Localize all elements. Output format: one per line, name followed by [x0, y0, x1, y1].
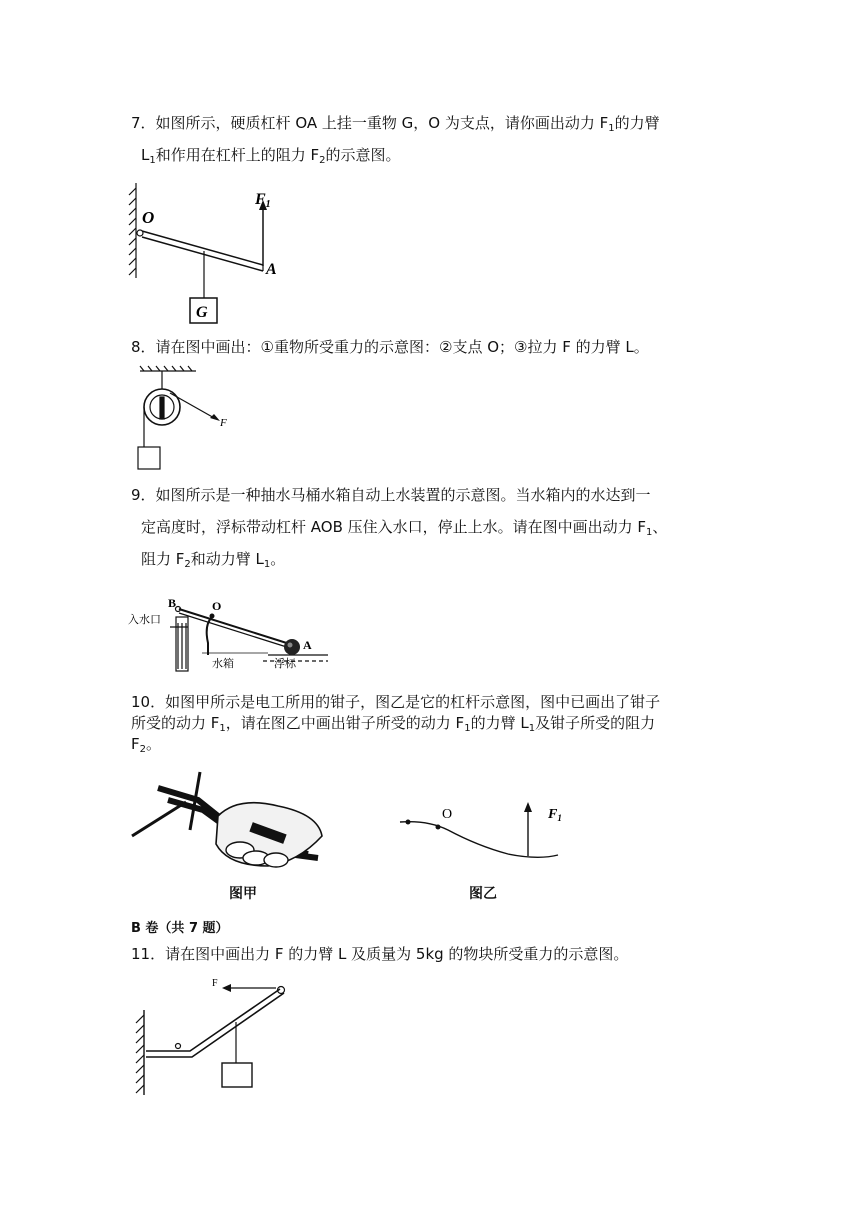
q10-line2: 所受的动力 $F_1$，请在图乙中画出钳子所受的动力 $F_1$的力臂 $L_1$及钳子所受的阻力 — [131, 714, 656, 734]
q9-label-tank: 水箱 — [212, 658, 234, 670]
q7-line2: $L_1$和作用在杠杆上的阻力 $F_2$的示意图。 — [141, 146, 401, 166]
q9-label-o: O — [212, 599, 222, 613]
q9-label-b: B — [168, 596, 177, 610]
q9-float-valve-figure — [128, 595, 338, 675]
q11-label-f: F — [212, 978, 218, 989]
question-11 — [131, 944, 731, 965]
q7-label-a: A — [266, 261, 277, 278]
q10-lever-diagram — [398, 796, 568, 866]
q7-label-g: G — [196, 304, 208, 321]
q10-label-o: O — [442, 807, 453, 822]
q10-line3: $F_2$。 — [131, 735, 162, 755]
q8-label-f: F — [220, 417, 227, 429]
q9-label-a: A — [303, 638, 312, 652]
question-8 — [131, 337, 731, 358]
q7-line1: 7．如图所示，硬质杠杆 OA 上挂一重物 G，O 为支点，请你画出动力 $F_1$的力臂 — [131, 114, 660, 134]
q11-bent-lever-figure — [128, 975, 298, 1100]
q10-line1: 10．如图甲所示是电工所用的钳子，图乙是它的杠杆示意图，图中已画出了钳子 — [131, 693, 661, 711]
q9-label-float: 浮标 — [274, 658, 296, 670]
question-10 — [131, 692, 731, 755]
q10-label-f1: $F_1$ — [548, 807, 562, 823]
q7-label-f1: F1 — [255, 191, 271, 210]
float-ball — [284, 639, 300, 655]
q10-pliers-photo — [128, 770, 328, 870]
q9-line3: 阻力 $F_2$和动力臂 $L_1$。 — [141, 550, 286, 570]
q8-pulley-figure — [128, 363, 238, 473]
q7-label-o: O — [142, 208, 155, 227]
q9-line1: 9．如图所示是一种抽水马桶水箱自动上水装置的示意图。当水箱内的水达到一 — [131, 486, 651, 504]
question-9 — [131, 485, 731, 570]
q8-text: 8．请在图中画出：①重物所受重力的示意图：②支点 O；③拉力 F 的力臂 L。 — [131, 338, 649, 356]
caption-figure-b: 图乙 — [469, 886, 497, 902]
q8-f-arrowhead — [210, 414, 220, 421]
q11-text: 11．请在图中画出力 F 的力臂 L 及质量为 5kg 的物块所受重力的示意图。 — [131, 945, 629, 963]
q9-label-inlet: 入水口 — [128, 614, 161, 626]
q10-f1-arrowhead — [524, 802, 532, 812]
q7-lever-figure — [126, 178, 286, 328]
q9-line2: 定高度时，浮标带动杠杆 AOB 压住入水口，停止上水。请在图中画出动力 $F_1$、 — [141, 518, 668, 538]
q11-f-arrowhead — [222, 984, 231, 992]
question-7 — [131, 113, 731, 166]
section-b-heading: B 卷（共 7 题） — [131, 921, 229, 936]
caption-figure-a: 图甲 — [229, 886, 257, 902]
